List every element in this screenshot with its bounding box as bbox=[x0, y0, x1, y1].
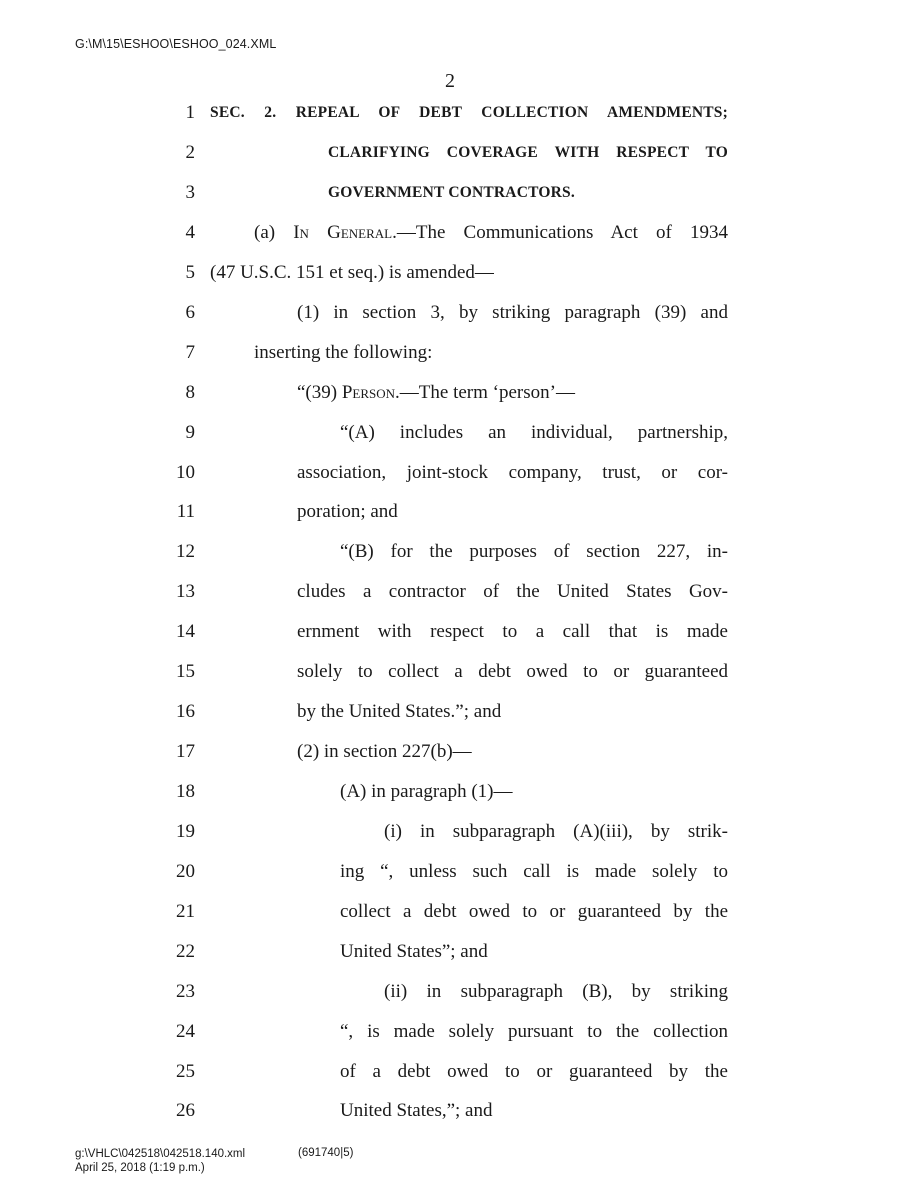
line-number: 12 bbox=[176, 541, 195, 562]
bill-text: (A) in paragraph (1)— bbox=[340, 781, 513, 802]
footer bbox=[75, 1147, 245, 1175]
line-number: 22 bbox=[176, 941, 195, 962]
bill-line bbox=[0, 179, 900, 207]
line-number: 13 bbox=[176, 581, 195, 602]
bill-line bbox=[0, 618, 900, 646]
line-number: 5 bbox=[185, 262, 195, 283]
line-number: 3 bbox=[185, 182, 195, 203]
bill-text: ernment with respect to a call that is made bbox=[297, 621, 728, 642]
bill-text: by the United States.”; and bbox=[297, 701, 502, 722]
bill-line bbox=[0, 578, 900, 606]
line-number: 9 bbox=[185, 422, 195, 443]
footer-file-path: g:\VHLC\042518\042518.140.xml bbox=[75, 1148, 246, 1160]
line-number: 23 bbox=[176, 981, 195, 1002]
bill-text: solely to collect a debt owed to or guaranteed bbox=[297, 661, 728, 682]
line-number: 24 bbox=[176, 1021, 195, 1042]
bill-text: United States”; and bbox=[340, 941, 488, 962]
subsection-heading: In General bbox=[293, 222, 393, 243]
bill-text: inserting the following: bbox=[254, 342, 433, 363]
footer-date: April 25, 2018 (1:19 p.m.) bbox=[75, 1162, 205, 1174]
line-number: 16 bbox=[176, 701, 195, 722]
bill-text: association, joint-stock company, trust, or cor- bbox=[297, 462, 728, 483]
line-number: 11 bbox=[176, 501, 195, 522]
bill-text: collect a debt owed to or guaranteed by the bbox=[340, 901, 728, 922]
paragraph-heading: Person bbox=[341, 382, 396, 403]
bill-line bbox=[0, 259, 900, 287]
bill-line bbox=[0, 379, 900, 407]
bill-text: (47 U.S.C. 151 et seq.) is amended— bbox=[210, 262, 494, 283]
bill-line bbox=[0, 898, 900, 926]
bill-line bbox=[0, 538, 900, 566]
page-number: 2 bbox=[445, 70, 455, 92]
text-prefix: “(39) bbox=[297, 382, 342, 403]
bill-line bbox=[0, 139, 900, 167]
line-number: 4 bbox=[185, 222, 195, 243]
line-number: 14 bbox=[176, 621, 195, 642]
bill-line bbox=[0, 778, 900, 806]
bill-line bbox=[0, 858, 900, 886]
bill-text: “(B) for the purposes of section 227, in- bbox=[340, 541, 728, 562]
bill-line bbox=[0, 99, 900, 127]
line-number: 26 bbox=[176, 1100, 195, 1121]
line-number: 17 bbox=[176, 741, 195, 762]
line-number: 2 bbox=[185, 142, 195, 163]
bill-line bbox=[0, 498, 900, 526]
bill-text: (ii) in subparagraph (B), by striking bbox=[384, 981, 728, 1002]
bill-text: cludes a contractor of the United States Gov- bbox=[297, 581, 728, 602]
bill-text: “(A) includes an individual, partnership, bbox=[340, 422, 728, 443]
bill-line bbox=[0, 978, 900, 1006]
line-number: 20 bbox=[176, 861, 195, 882]
line-number: 1 bbox=[185, 102, 195, 123]
bill-text: (1) in section 3, by striking paragraph (39) and bbox=[297, 302, 728, 323]
bill-line bbox=[0, 818, 900, 846]
bill-line bbox=[0, 339, 900, 367]
line-number: 6 bbox=[185, 302, 195, 323]
bill-line bbox=[0, 1058, 900, 1086]
bill-text: ing “, unless such call is made solely to bbox=[340, 861, 728, 882]
bill-text bbox=[297, 379, 575, 407]
bill-text bbox=[254, 219, 728, 247]
bill-line bbox=[0, 419, 900, 447]
section-heading: SEC. 2. REPEAL OF DEBT COLLECTION AMENDMENTS; bbox=[210, 104, 728, 121]
bill-text: (i) in subparagraph (A)(iii), by strik- bbox=[384, 821, 728, 842]
line-number: 21 bbox=[176, 901, 195, 922]
text-prefix: (a) bbox=[254, 222, 294, 243]
bill-line bbox=[0, 1018, 900, 1046]
bill-line bbox=[0, 1097, 900, 1125]
bill-line bbox=[0, 938, 900, 966]
bill-line bbox=[0, 219, 900, 247]
line-number: 25 bbox=[176, 1061, 195, 1082]
bill-line bbox=[0, 658, 900, 686]
bill-text: (2) in section 227(b)— bbox=[297, 741, 472, 762]
line-number: 15 bbox=[176, 661, 195, 682]
line-number: 7 bbox=[185, 342, 195, 363]
line-number: 10 bbox=[176, 462, 195, 483]
bill-text: of a debt owed to or guaranteed by the bbox=[340, 1061, 728, 1082]
footer-code: (691740|5) bbox=[298, 1147, 354, 1159]
bill-text: United States,”; and bbox=[340, 1100, 493, 1121]
section-heading: CLARIFYING COVERAGE WITH RESPECT TO bbox=[328, 144, 728, 161]
line-number: 18 bbox=[176, 781, 195, 802]
bill-line bbox=[0, 738, 900, 766]
bill-text: “, is made solely pursuant to the collection bbox=[340, 1021, 728, 1042]
bill-text: poration; and bbox=[297, 501, 398, 522]
line-number: 8 bbox=[185, 382, 195, 403]
bill-line bbox=[0, 698, 900, 726]
text-suffix: .—The Communications Act of 1934 bbox=[392, 222, 728, 243]
bill-line bbox=[0, 459, 900, 487]
section-heading: GOVERNMENT CONTRACTORS. bbox=[328, 184, 575, 201]
document-file-path: G:\M\15\ESHOO\ESHOO_024.XML bbox=[75, 37, 277, 51]
bill-line bbox=[0, 299, 900, 327]
text-suffix: .—The term ‘person’— bbox=[395, 382, 575, 403]
line-number: 19 bbox=[176, 821, 195, 842]
